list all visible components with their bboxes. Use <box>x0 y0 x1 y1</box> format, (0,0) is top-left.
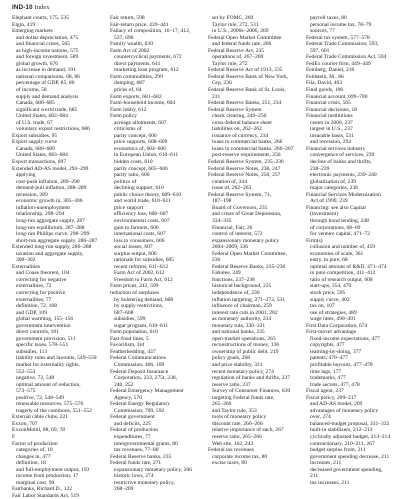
index-entry: Featherbedding, 437 <box>110 348 156 355</box>
index-subentry: liability rules and lawsuits, 549–550 <box>16 355 97 362</box>
index-subentry: issuance of currency, 234 <box>212 132 269 139</box>
index-subentry: of corporations, 68–69 <box>310 224 361 231</box>
index-entry: Financial Services Modernization <box>306 191 381 198</box>
index-subentry: changes in, 477 <box>16 453 51 460</box>
index-subentry: politics of <box>114 178 137 185</box>
index-entry: Fair return, 598 <box>110 15 145 21</box>
index-subentry: positive, 72, 548–549 <box>16 394 65 401</box>
index-subentry: income from production, 17 <box>16 473 79 480</box>
index-subentry: externalities, 77 <box>16 296 52 303</box>
index-entry: Export subsidies, 95 <box>12 132 58 139</box>
index-subentry: ratio of research output, 608 <box>310 276 373 283</box>
index-entry: Fast-food lines, 5 <box>110 335 149 342</box>
index-subentry: Commission, 709, 592 <box>114 407 165 414</box>
index-subentry: insurable basis, 531 <box>310 132 354 139</box>
index-subentry: and deficits, 225 <box>114 420 151 427</box>
index-subentry: long-run Phillips curve, 298–299 <box>16 231 90 238</box>
index-subentry: demand-pull inflation, 288–289 <box>16 185 87 192</box>
index-subentry: inflation-unemployment <box>16 204 70 211</box>
index-entry: Federal Reserve Bank of New York, <box>208 73 289 80</box>
index-column-2 <box>110 15 208 493</box>
index-subentry: 2004–2009, 336 <box>212 244 249 251</box>
index-subentry: acreage allotments, 607 <box>114 119 167 126</box>
index-entry: Extended long-run supply, 286–288 <box>12 244 92 251</box>
index-entry: Factor of production <box>12 440 58 447</box>
index-entry: First-mover advantage <box>306 329 357 336</box>
index-subentry: marginal cost, 90 <box>16 479 55 486</box>
index-subentry: and financial crises, 565 <box>16 41 70 48</box>
index-subentry: government intervention <box>16 322 71 329</box>
index-subentry: 238–239 <box>310 165 330 172</box>
index-subentry: correcting for positive <box>16 289 66 296</box>
index-subentry: Federal Reserve Banks, 235–236 <box>212 263 286 270</box>
index-subentry: direct payments, 641 <box>114 60 161 67</box>
index-subentry: inflation targeting, 271–273, 531 <box>212 296 286 303</box>
index-column-1 <box>12 15 110 499</box>
index-subentry: for venture capital, 471–72 <box>310 231 371 238</box>
index-entry: Externalities <box>12 263 41 270</box>
index-subentry: long-run equilibrium, 287–288 <box>16 224 85 231</box>
index-subentry: of income, 58 <box>16 87 47 94</box>
index-subentry: government spending decrease, 211 <box>310 453 390 460</box>
index-entry: reduction of surpluses <box>110 289 159 296</box>
index-subentry: influence of chairman, 259 <box>212 303 272 310</box>
index-subentry: Fabulee, 249 <box>212 270 241 277</box>
index-subentry: prices of, 64 <box>114 87 142 94</box>
index-entry: Farm lobby, 612 <box>110 106 147 113</box>
index-subentry: renewable resources, 575–576 <box>16 401 84 408</box>
index-subentry: significant world trade, 685 <box>16 106 78 113</box>
index-entry: Emerging markets <box>12 28 53 35</box>
index-subentry: direct controls, 101 <box>16 329 59 336</box>
index-entry: Federal Trade Commission, 593, <box>306 41 379 48</box>
index-entry: Feldstein, M., 86 <box>306 73 344 80</box>
index-subentry: 268–269 <box>114 486 134 493</box>
index-subentry: intergovernmental grants, 80 <box>114 440 178 447</box>
index-entry: Farm commodities, 299 <box>110 73 163 80</box>
index-entry: Fairbanks, Richard D., 122 <box>12 486 73 493</box>
index-subentry: by bolstering demand, 608 <box>114 296 174 303</box>
index-entry: Farm prices, 212, 599 <box>110 283 159 290</box>
index-column-4 <box>306 15 404 486</box>
index-subentry: and world trade, 610–611 <box>114 198 171 205</box>
index-subentry: tragedy of the commons, 551–552 <box>16 407 92 414</box>
index-subentry: and price stability, 331 <box>212 361 263 368</box>
index-subentry: Canada, 686–685 <box>16 100 55 107</box>
index-subentry: restrictive monetary policy, <box>114 479 175 486</box>
index-subentry: electronic payments, 239–240 <box>310 172 377 179</box>
index-subentry: and Coase theorem, 104 <box>16 270 70 277</box>
index-entry: Favoritism, 3rd <box>110 342 145 349</box>
index-subentry: tax on, 107 <box>310 303 335 310</box>
index-subentry: categories of, 18 <box>16 447 53 454</box>
index-subentry: reserve ratio, 237 <box>212 381 251 388</box>
index-subentry: social losses, 607 <box>114 244 153 251</box>
index-subentry: functions, 237–238 <box>212 276 255 283</box>
index-entry: F <box>12 434 16 440</box>
index-subentry: supply and demand analysis <box>16 93 79 100</box>
index-subentry: 211 <box>310 473 319 480</box>
index-subentry: tax revenues, 77–80 <box>114 447 159 454</box>
index-entry: Family wealth, 630 <box>110 41 153 48</box>
index-subentry: decline of banks and thrifts, <box>310 159 372 166</box>
index-subentry: relationship, 298–294 <box>16 211 65 218</box>
index-subentry: issue of, 262–263 <box>212 185 252 192</box>
index-entry: Fila, David, 463 <box>306 80 343 87</box>
index-entry: Federal Energy Regulatory <box>110 401 170 408</box>
index-subentry: time lags, 177 <box>310 368 342 375</box>
index-subentry: 597, 601 <box>310 47 330 54</box>
index-subentry: 300–302 <box>16 257 36 264</box>
index-subentry: and crises of Great Depression, <box>212 211 282 218</box>
index-subentry: learning-by-doing, 377 <box>310 348 362 355</box>
index-subentry: 236 <box>212 257 221 264</box>
index-subentry: applying <box>16 172 36 179</box>
index-subentry: trademarks, 477 <box>310 375 346 382</box>
index-subentry: and national banks, 235 <box>212 329 265 336</box>
index-subentry: Taylor rule, 272 <box>212 60 248 67</box>
index-subentry: 607–608 <box>114 309 134 316</box>
index-entry: Federal Open Market Committee <box>208 34 282 41</box>
index-subentry: interest rate cuts in 2001, 282 <box>212 309 278 316</box>
index-subentry: United States, 683–684 <box>16 152 68 159</box>
index-subentry: discount rate, 266–266 <box>212 420 263 427</box>
index-entry: Farm Act of 2002 <box>110 47 150 54</box>
index-subentry: loss to consumers, 606 <box>114 237 165 244</box>
index-subentry: economic growth in, 305–306 <box>16 198 83 205</box>
index-entry: Federal of production <box>110 427 159 434</box>
index-entry: Federal Reserve Act of 1913, 235 <box>208 67 283 74</box>
index-subentry: use of strategies, 489 <box>310 309 357 316</box>
index-subentry: short-run aggregate supply, 286–287 <box>16 237 98 244</box>
index-subentry: cost-push inflation, 289–290 <box>16 178 80 185</box>
index-subentry: global growth, 676 <box>16 60 59 67</box>
index-subentry: declining support, 610 <box>114 185 164 192</box>
index-entry: Extended AD-AS model, 293–299 <box>12 165 89 172</box>
index-subentry: liabilities on, 262–262 <box>212 126 262 133</box>
index-entry: Financing: see also Capital <box>306 204 366 211</box>
index-entry: Financial services industry <box>306 145 366 152</box>
index-subentry: and AD-AS model, 209 <box>310 401 363 408</box>
index-entry: Fair Labor Standards Act, 519 <box>12 492 80 499</box>
index-subentry: center in 2006, 237 <box>310 119 353 126</box>
index-entry: Federal Emergency Management <box>110 388 184 395</box>
index-entry: FedEx courier firm, 449–449 <box>306 60 371 67</box>
index-subentry: 231 <box>212 93 221 100</box>
index-entry: Federal funds rate, 271 <box>110 460 162 467</box>
index-subentry: entry, in pure, 68 <box>310 257 348 264</box>
index-entry: Federal tax system, 577–578 <box>306 34 370 41</box>
index-subentry: economies of scale, 361 <box>310 250 364 257</box>
index-entry: Fallacy of composition, 16–17, 412, <box>110 28 191 35</box>
index-subentry: targeting Federal funds rate, <box>212 394 275 401</box>
index-subentry: criticisms of <box>114 126 142 133</box>
index-subentry: over, 274 <box>310 414 331 421</box>
index-subentry: monetary rule, 330–331 <box>212 322 266 329</box>
index-subentry: regulation of banks and thrifts, 237 <box>212 375 290 382</box>
index-subentry: specific taxes, 578–551 <box>16 342 69 349</box>
index-subentry: and Taylor rule, 353 <box>212 407 257 414</box>
index-subentry: patents, 476–477 <box>310 355 348 362</box>
index-entry: Farm-household income, 604 <box>110 100 176 107</box>
index-subentry: subsidies, 599 <box>114 316 146 323</box>
index-subentry: (investment) <box>310 211 339 218</box>
index-subentry: parity concept, 606 <box>114 132 157 139</box>
index-subentry: Agency, 570 <box>114 394 142 401</box>
index-entry: Federal Reserve System <box>208 106 262 113</box>
index-subentry: increases, 211 <box>310 460 342 467</box>
index-subentry: historical background, 235 <box>212 283 272 290</box>
index-subentry: expansionary monetary policy <box>212 237 280 244</box>
index-entry: Federal Deposit Insurance <box>110 368 169 375</box>
index-subentry: and GDP, 109 <box>16 309 47 316</box>
index-subentry: relative importance of each, 267 <box>212 427 284 434</box>
index-subentry: of U.S. trade, 67 <box>16 119 53 126</box>
index-subentry: as high-income nations, 575 <box>16 47 79 54</box>
index-subentry: recent reforms, 611–612 <box>114 263 169 270</box>
index-entry: ExxonMobil, 88, 69, 78 <box>12 427 66 434</box>
index-entry: Federal Reserve Banks, 251, 234 <box>208 100 282 107</box>
index-subentry: trade secrets, 477, 478 <box>310 381 360 388</box>
index-subentry: Farm Act of 2002, 612 <box>114 270 165 277</box>
index-subentry: and federal funds rate, 266 <box>212 41 272 48</box>
index-entry: Federal government <box>110 414 155 421</box>
index-subentry: collusion and number of, 459 <box>310 244 376 251</box>
index-subentry: Act of 1999, 239 <box>310 198 348 205</box>
index-entry: Elgin, 419 <box>12 21 36 28</box>
index-entry: Federal Reserve Notes, 238, 247 <box>208 165 281 172</box>
index-entry: Farm exports, 681–682 <box>110 93 162 100</box>
index-subentry: and full-employment output, 193 <box>16 466 90 473</box>
index-subentry: Corporation, 233, 275t, 238, <box>114 375 178 382</box>
index-subentry: cross-federal balance sheet <box>212 119 272 126</box>
index-entry: Federal Reserve System, 71, <box>208 191 272 198</box>
index-subentry: government provision, 511 <box>16 335 76 342</box>
index-subentry: ownership of public debt, 219 <box>212 348 279 355</box>
index-subentry: post-reserve requirements, 256 <box>212 152 281 159</box>
index-subentry: parity ratio, 606 <box>114 172 150 179</box>
index-subentry: reconstructions of money, 136 <box>212 342 280 349</box>
index-subentry: convergence of services, 239 <box>310 152 375 159</box>
index-entry: Federal Trade Commission Act, 594 <box>306 54 387 61</box>
index-subentry: and recession, 292 <box>310 139 352 146</box>
index-subentry: percentage of GDP, 85, 86 <box>16 80 75 87</box>
index-subentry: profitable buyouts, 477–478 <box>310 361 373 368</box>
index-entry: Fair-return price, 439–441 <box>110 21 169 28</box>
index-subentry: global warming, 155–156 <box>16 316 74 323</box>
index-subentry: recession, 289 <box>16 191 48 198</box>
index-subentry: payroll taxes, 80 <box>310 15 347 21</box>
index-subentry: largest in U.S., 237 <box>310 126 353 133</box>
index-subentry: price support <box>114 204 144 211</box>
index-columns <box>12 15 404 499</box>
index-subentry: efficiency loss, 606–607 <box>114 211 169 218</box>
index-entry: Federal Reserve Notes, 250, 257 <box>208 172 281 179</box>
index-subentry: definition, 18 <box>16 460 46 467</box>
index-subentry: wage rates, 490–491 <box>310 316 356 323</box>
index-subentry: externalities, 72 <box>16 283 52 290</box>
index-subentry: environmental costs, 607 <box>114 217 170 224</box>
index-subentry: national comparisons, 68, 86 <box>16 73 80 80</box>
index-subentry: Grp, 236 <box>212 80 232 87</box>
index-subentry: Freedom to Farm Act, 612 <box>114 276 173 283</box>
index-subentry: market for externality rights, <box>16 361 80 368</box>
index-entry: Federal Reserve Bank of St. Louis, <box>208 87 286 94</box>
index-subentry: operations of, 267–269 <box>212 54 264 61</box>
index-subentry: advantages of monetary policy <box>310 407 379 414</box>
index-subentry: in pure competition, 411–412 <box>310 270 376 277</box>
index-entry: Federal Communications <box>110 355 166 362</box>
index-subentry: 265–266 <box>212 401 232 408</box>
index-subentry: loans to commercial banks, 266–267 <box>212 145 294 152</box>
index-subentry: subsidies, 113 <box>16 348 48 355</box>
index-subentry: Canada, 686–689 <box>16 145 55 152</box>
index-subentry: start-ups, 354, 470 <box>310 283 352 290</box>
index-entry: Financial decisions, 18 <box>306 106 357 113</box>
index-entry: Federal Reserve Act, 235 <box>208 47 265 54</box>
index-subentry: definition, 72, 108 <box>16 303 57 310</box>
index-entry: First Data Corporation, 674 <box>306 322 368 329</box>
index-subentry: globalization of, 239 <box>310 178 357 185</box>
index-subentry: correcting for negative <box>16 276 67 283</box>
index-subentry: 573–575 <box>16 388 36 395</box>
index-subentry: reserve ratio, 265–266 <box>212 434 262 440</box>
index-subentry: international costs, 607 <box>114 231 166 238</box>
index-subentry: major categories, 238 <box>310 185 358 192</box>
index-subentry: Commission, 406, 109 <box>114 361 165 368</box>
index-subentry: voluntary export restrictions, 686 <box>16 126 90 133</box>
index-subentry: historic lows, 274 <box>114 473 154 480</box>
index-subentry: copyrights, 477 <box>310 342 345 349</box>
index-subentry: independence of, 236 <box>212 289 260 296</box>
index-subentry: loans to commercial banks, 266 <box>212 139 283 146</box>
index-subentry: economics of, 604–606 <box>114 145 166 152</box>
index-entry: Exxon, 707 <box>12 420 38 427</box>
index-subentry: marketing loan program, 612 <box>114 67 179 74</box>
index-subentry: Board of Governors, 235 <box>212 204 268 211</box>
index-subentry: tax increases, 211 <box>310 479 350 486</box>
page-number: IND-10 <box>12 4 33 11</box>
index-entry: Farm population, 610 <box>110 329 158 336</box>
index-entry: External cable clubs, 221 <box>12 414 69 421</box>
index-subentry: and foreign investment, 589 <box>16 54 79 61</box>
index-subentry: sources, 77 <box>310 28 335 35</box>
index-subentry: corporate income tax, 80 <box>212 453 268 460</box>
index-entry: Firm(s) <box>306 237 323 244</box>
index-subentry: parity concept, 605–606 <box>114 165 168 172</box>
index-entry: Financial account, 699–700 <box>306 93 368 100</box>
index-subentry: 334–335 <box>212 217 232 224</box>
index-subentry: contractionary, 210–211, 267 <box>310 440 375 447</box>
index-subentry: creation of, 344 <box>212 178 247 185</box>
index-subentry: recent monetary policy, 274 <box>212 368 274 375</box>
index-subentry: countercyclical payments, 672 <box>114 54 182 61</box>
index-subentry: Survey of Consumer Finances, 630 <box>212 388 291 395</box>
index-subentry: excise taxes, 80 <box>212 460 247 467</box>
index-subentry: 187–198 <box>212 198 232 205</box>
index-subentry: decreased government spending, <box>310 466 383 473</box>
index-subentry: 240, 252 <box>114 381 134 388</box>
index-subentry: Federal Open Market Committee, <box>212 250 287 257</box>
index-subentry: set by FOMC, 269 <box>212 15 254 21</box>
index-subentry: 537, 690 <box>114 34 134 41</box>
index-subentry: stock price, 595 <box>310 289 346 296</box>
index-subentry: surplus output, 606 <box>114 250 157 257</box>
index-subentry: and dollar depreciation, 475 <box>16 34 79 41</box>
index-subentry: supply curve, 402 <box>310 296 350 303</box>
index-entry: Federal Reserve System, 235–236 <box>208 159 284 166</box>
index-entry: Fiscal policy, 209–217 <box>306 394 357 401</box>
index-subentry: Taylor rule, 272, 531 <box>212 21 259 28</box>
index-column-3 <box>208 15 306 477</box>
index-subentry: optimal amount of R&D, 471–474 <box>310 263 387 270</box>
running-head <box>12 4 50 11</box>
index-subentry: fixed-income expectations, 477 <box>310 335 380 342</box>
index-subentry: policy goals, 268 <box>212 355 251 362</box>
index-subentry: Financial, Fair, 26 <box>212 224 253 231</box>
index-subentry: check clearing, 249–250 <box>212 113 267 120</box>
index-subentry: dumping, 687 <box>114 80 145 87</box>
index-entry: Financial institutions <box>306 113 353 120</box>
index-entry: Elephant courts, 175, 535 <box>12 15 69 21</box>
index-subentry: public choice theory, 609–610 <box>114 191 182 198</box>
index-entry: Final goods, 106 <box>306 87 344 94</box>
index-subentry: as monetary authority, 234 <box>212 316 272 323</box>
index-subentry: control of interest, 572 <box>212 231 263 238</box>
index-subentry: open-market operations, 263 <box>212 335 276 342</box>
index-subentry: in European Union, 610–611 <box>114 152 179 159</box>
index-entry: Export supply curve <box>12 139 57 146</box>
index-subentry: expenditures, 77 <box>114 434 151 440</box>
index-subentry: gain to farmers, 606 <box>114 224 159 231</box>
index-subentry: Web site, 162, 243 <box>212 440 254 447</box>
index-subentry: 552–553 <box>16 368 36 375</box>
index-subentry: expansionary monetary policy, 266 <box>114 466 192 473</box>
index-entry: Feinberg, Daniel, 216 <box>306 67 355 74</box>
index-subentry: optimal amount of reduction, <box>16 381 81 388</box>
index-subentry: built-in stabilizers, 212–213 <box>310 427 373 434</box>
running-head-title: Index <box>34 4 50 11</box>
index-subentry: long-run aggregate supply, 287 <box>16 217 85 224</box>
index-subentry: negative, 72, 548 <box>16 375 55 382</box>
index-subentry: budget surplus from, 211 <box>310 447 366 454</box>
index-subentry: taxation and aggregate supply, <box>16 250 84 257</box>
index-subentry: price supports, 608–609 <box>114 139 168 146</box>
index-subentry: as increase in demand, 191 <box>16 67 76 74</box>
index-entry: Export transactions, 697 <box>12 159 67 166</box>
index-subentry: tools of monetary policy <box>212 414 267 421</box>
index-entry: Fiscal agent, 237 <box>306 388 344 395</box>
index-entry: Federal Reserve banks, 235 <box>110 453 172 460</box>
index-entry: Financial crisis, 565 <box>306 100 351 107</box>
index-entry: Federal tax revenues <box>208 447 254 454</box>
index-subentry: sugar program, 610–611 <box>114 322 169 329</box>
index-entry: Farm policy <box>110 113 137 120</box>
index-subentry: personal income tax, 78–79 <box>310 21 372 28</box>
index-subentry: by supply restrictions, <box>114 303 164 310</box>
index-subentry: hidden costs, 610 <box>114 159 153 166</box>
index-subentry: through bond lending, 248 <box>310 217 369 224</box>
index-subentry: balanced-budget proposal, 331–332 <box>310 420 390 427</box>
index-subentry: rationale for subsidies, 605 <box>114 257 175 264</box>
index-subentry: cyclically adjusted budget, 214–214 <box>310 434 391 440</box>
index-subentry: United States, 682–684 <box>16 113 68 120</box>
index-subentry: in U.S., 2000s–2006, 269 <box>212 28 269 35</box>
